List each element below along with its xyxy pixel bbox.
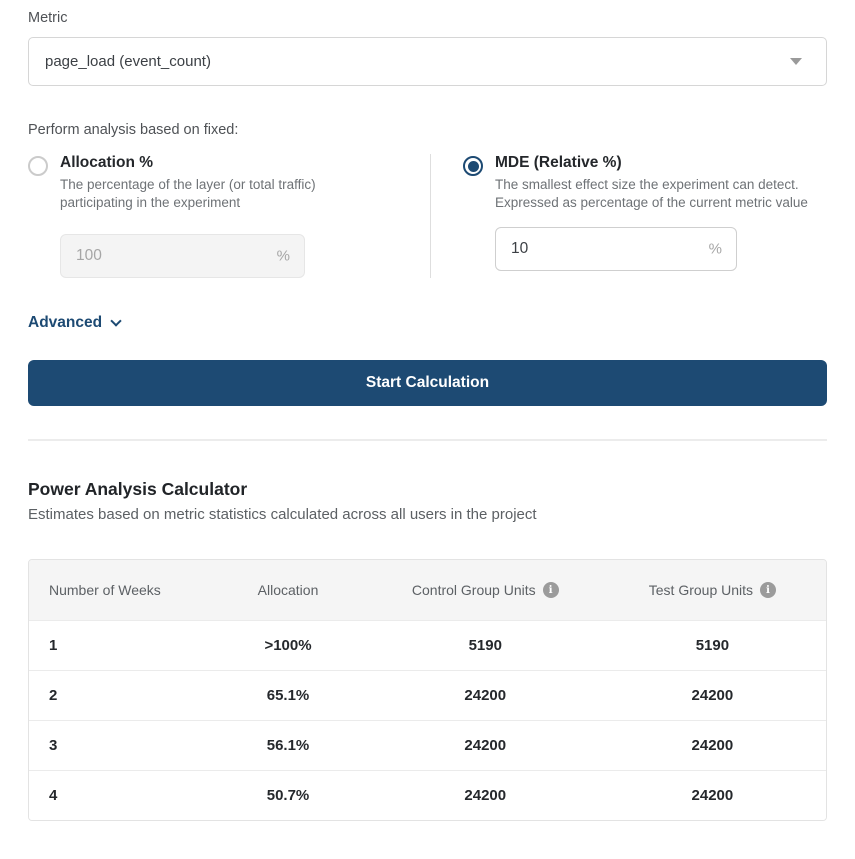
- table-cell: 50.7%: [266, 787, 310, 805]
- advanced-label: Advanced: [28, 314, 103, 332]
- table-header-cell: [372, 582, 599, 598]
- column-label: Control Group Units: [411, 582, 536, 599]
- results-header: [28, 479, 827, 523]
- table-cell: 1: [49, 637, 58, 655]
- allocation-title: Allocation %: [60, 154, 154, 171]
- table-cell: 4: [49, 787, 58, 805]
- metric-selected-value: page_load (event_count): [45, 53, 211, 70]
- metric-label: Metric: [28, 10, 68, 26]
- table-cell: 24200: [691, 787, 734, 805]
- metric-select[interactable]: [28, 37, 827, 86]
- advanced-expander[interactable]: [28, 314, 120, 332]
- table-row: [29, 720, 826, 770]
- mde-title: MDE (Relative %): [495, 154, 622, 171]
- allocation-option-body: [60, 154, 410, 278]
- table-cell: 24200: [464, 687, 507, 705]
- option-mde: [431, 154, 827, 278]
- table-cell: 24200: [464, 787, 507, 805]
- info-icon[interactable]: i: [543, 582, 559, 598]
- table-row: [29, 670, 826, 720]
- column-label: Test Group Units: [648, 582, 754, 599]
- analysis-mode-label: Perform analysis based on fixed:: [28, 122, 239, 138]
- table-cell: 5190: [468, 637, 502, 655]
- table-cell: 5190: [695, 637, 730, 655]
- mde-description: The smallest effect size the experiment can detect. Expressed as percentage of the current metric value: [495, 177, 808, 211]
- mde-option-body: [495, 154, 827, 278]
- mde-input[interactable]: [495, 227, 737, 271]
- allocation-radio[interactable]: [28, 156, 48, 176]
- column-label: Allocation: [257, 582, 319, 599]
- results-title: Power Analysis Calculator: [28, 479, 248, 500]
- info-icon[interactable]: i: [760, 582, 776, 598]
- table-header-row: [29, 560, 826, 620]
- results-subtitle: Estimates based on metric statistics calculated across all users in the project: [28, 506, 537, 524]
- allocation-description: The percentage of the layer (or total traffic) participating in the experiment: [60, 177, 316, 211]
- analysis-options: [28, 154, 827, 278]
- table-header-cell: [204, 582, 371, 598]
- column-label: Number of Weeks: [49, 582, 161, 599]
- table-cell: 65.1%: [266, 687, 310, 705]
- table-row: [29, 620, 826, 670]
- table-cell: 2: [49, 687, 58, 705]
- table-header-cell: [29, 582, 204, 598]
- mde-radio[interactable]: [463, 156, 483, 176]
- chevron-down-icon: [110, 316, 121, 327]
- table-cell: 56.1%: [266, 737, 310, 755]
- allocation-input: [60, 234, 305, 278]
- chevron-down-icon: [790, 58, 802, 65]
- allocation-percent-suffix: %: [276, 247, 290, 265]
- table-cell: 3: [49, 737, 58, 755]
- option-allocation: [28, 154, 430, 278]
- table-cell: 24200: [464, 737, 507, 755]
- mde-input-wrap: [495, 227, 737, 271]
- radio-dot: [468, 161, 479, 172]
- mde-percent-suffix: %: [708, 240, 722, 258]
- results-table: [28, 559, 827, 821]
- table-header-cell: [599, 582, 826, 598]
- start-calculation-button[interactable]: Start Calculation: [28, 360, 827, 406]
- allocation-input-wrap: [60, 234, 305, 278]
- table-row: [29, 770, 826, 820]
- section-divider: [28, 439, 827, 441]
- table-cell: >100%: [264, 637, 312, 655]
- table-cell: 24200: [691, 687, 734, 705]
- table-cell: 24200: [691, 737, 734, 755]
